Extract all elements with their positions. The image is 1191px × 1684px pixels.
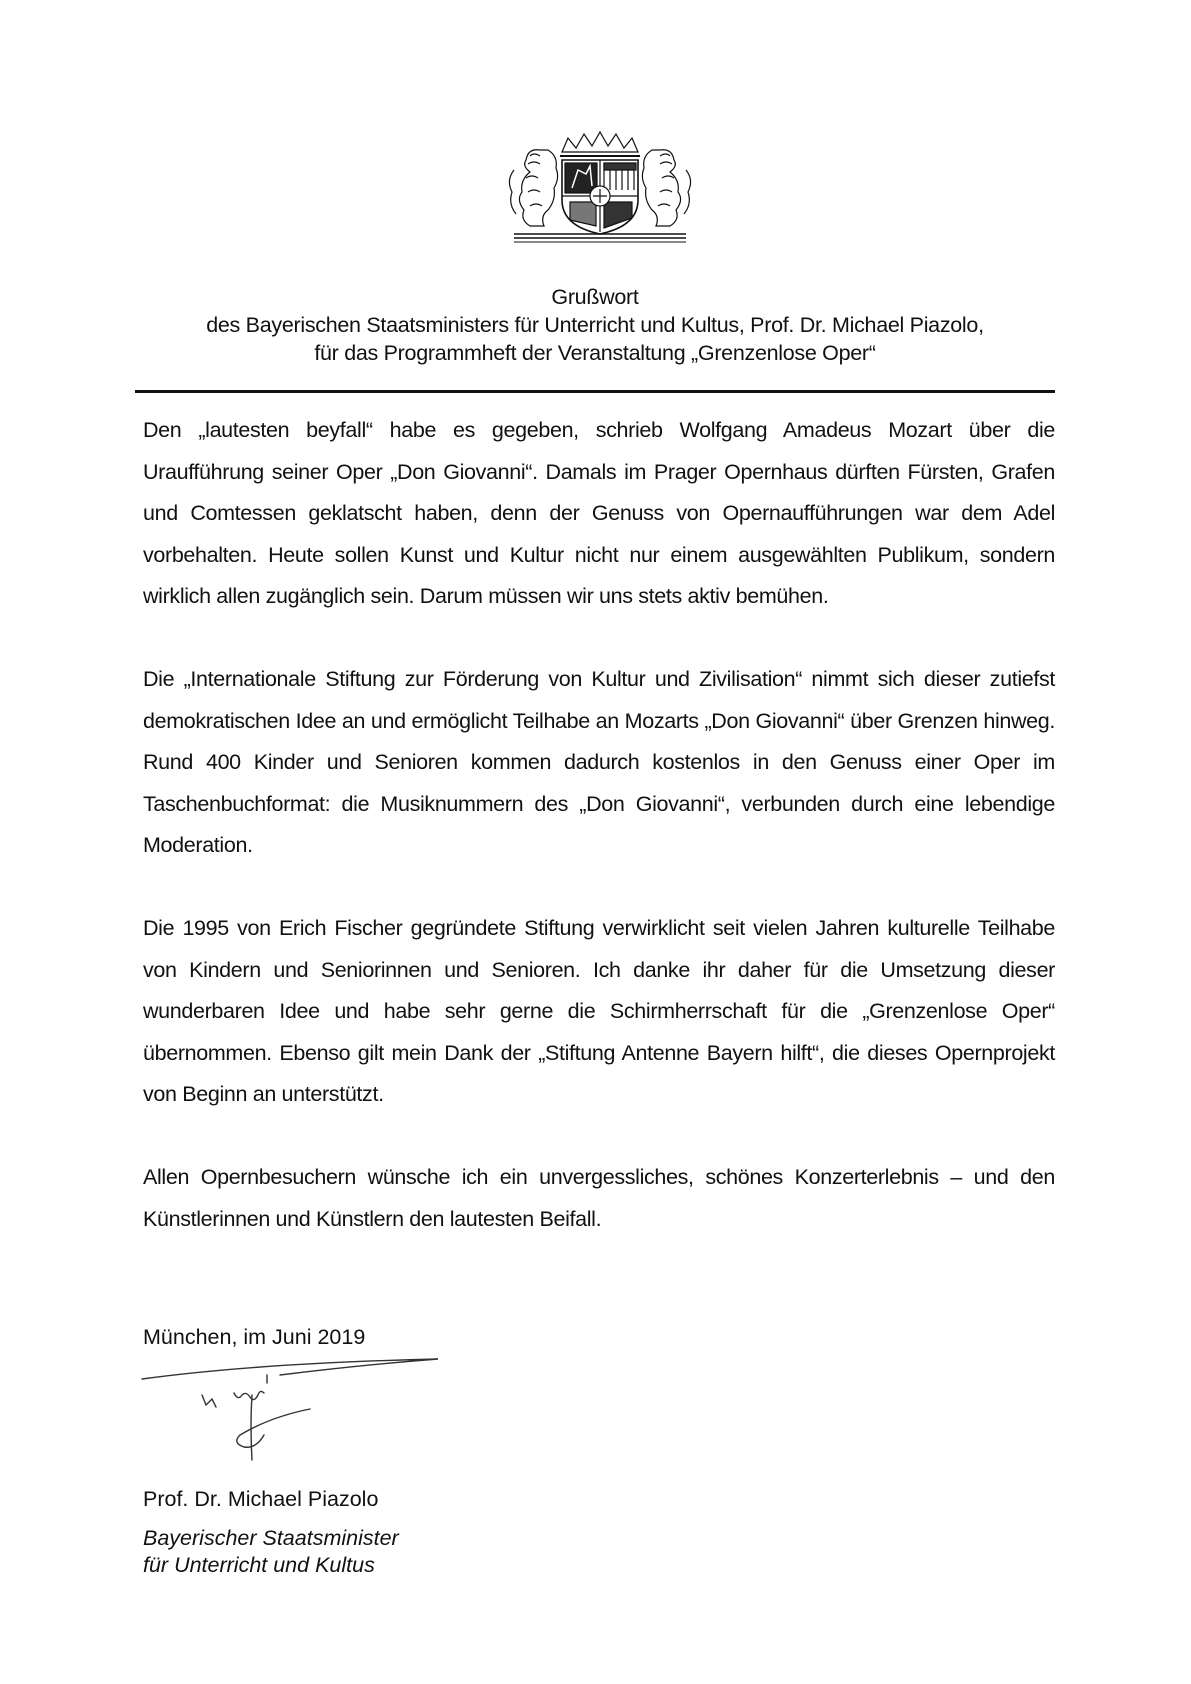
paragraph: Allen Opernbesuchern wünsche ich ein unvergessliches, schönes Konzerterlebnis – und den Künstlerinnen und Künstlern den lautesten Beifall. bbox=[143, 1165, 1055, 1231]
letter-body bbox=[143, 410, 1055, 1282]
header-subtitle-line: des Bayerischen Staatsministers für Unterricht und Kultus, Prof. Dr. Michael Piazolo, bbox=[206, 313, 984, 337]
paragraph: Die „Internationale Stiftung zur Förderung von Kultur und Zivilisation“ nimmt sich dieser zutiefst demokratischen Idee an und ermöglicht Teilhabe an Mozarts „Don Giovanni“ über Grenzen hinweg. Rund 400 Kinder und Senioren kommen dadurch kostenlos in den Genuss einer Oper im Taschenbuchformat: die Musiknummern des „Don Giovanni“, verbunden durch eine lebendige Moderation. bbox=[143, 667, 1055, 857]
handwritten-signature-icon bbox=[140, 1355, 445, 1470]
signer-name: Prof. Dr. Michael Piazolo bbox=[143, 1487, 379, 1511]
header-divider bbox=[135, 390, 1055, 393]
bavarian-coat-of-arms-icon bbox=[500, 130, 700, 248]
paragraph: Die 1995 von Erich Fischer gegründete Stiftung verwirklicht seit vielen Jahren kulturelle Teilhabe von Kindern und Seniorinnen und Senioren. Ich danke ihr daher für die Umsetzung dieser wunderbaren Idee und habe sehr gerne die Schirmherrschaft für die „Grenzenlose Oper“ übernommen. Ebenso gilt mein Dank der „Stiftung Antenne Bayern hilft“, die dieses Opernprojekt von Beginn an unterstützt. bbox=[143, 916, 1055, 1106]
signer-title-line: für Unterricht und Kultus bbox=[143, 1553, 375, 1577]
document-header bbox=[130, 283, 1060, 367]
signer-title-line: Bayerischer Staatsminister bbox=[143, 1526, 399, 1550]
signer-title bbox=[143, 1525, 399, 1579]
paragraph: Den „lautesten beyfall“ habe es gegeben, schrieb Wolfgang Amadeus Mozart über die Uraufführung seiner Oper „Don Giovanni“. Damals im Prager Opernhaus dürften Fürsten, Grafen und Comtessen geklatscht haben, denn der Genuss von Opernaufführungen war dem Adel vorbehalten. Heute sollen Kunst und Kultur nicht nur einem ausgewählten Publikum, sondern wirklich allen zugänglich sein. Darum müssen wir uns stets aktiv bemühen. bbox=[143, 418, 1055, 608]
header-subtitle-line: für das Programmheft der Veranstaltung „Grenzenlose Oper“ bbox=[314, 341, 876, 365]
document-title: Grußwort bbox=[551, 285, 639, 309]
place-date: München, im Juni 2019 bbox=[143, 1325, 366, 1349]
